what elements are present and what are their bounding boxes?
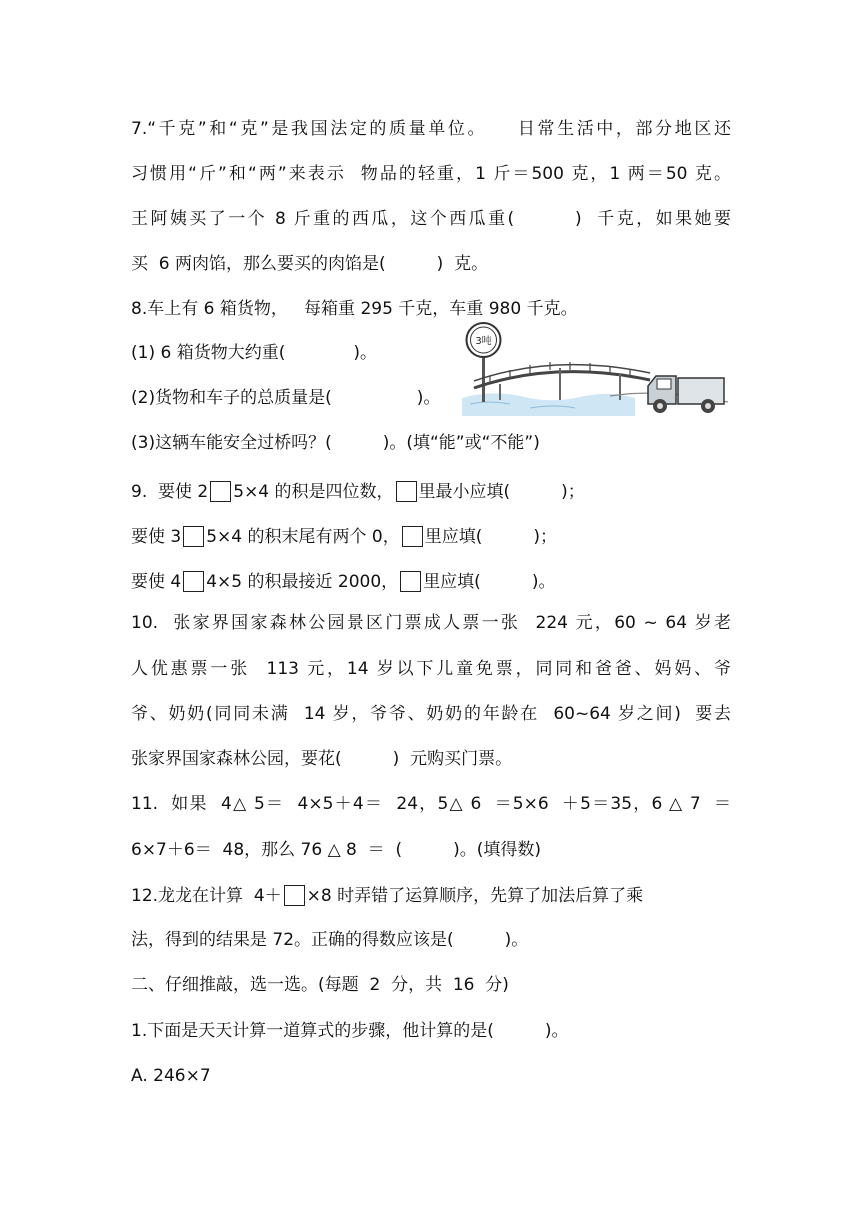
q9-row-1-text-c: 里最小应填( )； <box>418 482 585 502</box>
q9-row-3-text-b: 4×5 的积最接近 2000， <box>206 572 399 592</box>
answer-box <box>402 526 423 547</box>
q9-row-3-text-a: 要使 4 <box>131 572 182 592</box>
q9-row-1 <box>131 481 585 503</box>
q7-line-4: 买 6 两肉馅，那么要买的肉馅是( ) 克。 <box>131 254 489 274</box>
answer-box <box>210 481 231 502</box>
answer-box <box>183 571 204 592</box>
q9-row-1-text-b: 5×4 的积是四位数， <box>233 482 394 502</box>
q10-line-3: 爷、奶奶(同同未满 14 岁，爷爷、奶奶的年龄在 60~64 岁之间) 要去 <box>131 704 731 724</box>
q10-line-2: 人优惠票一张 113 元，14 岁以下儿童免票，同同和爸爸、妈妈、爷 <box>131 659 731 679</box>
q7-line-2: 习惯用“斤”和“两”来表示 物品的轻重，1 斤＝500 克，1 两＝50 克。 <box>131 164 731 184</box>
q9-row-2-text-c: 里应填( )； <box>424 527 557 547</box>
q8-part-3: (3)这辆车能安全过桥吗？( )。(填“能”或“不能”) <box>131 433 540 453</box>
answer-box <box>183 526 204 547</box>
bridge-truck-illustration <box>460 318 728 422</box>
q12-line-1-text-a: 12.龙龙在计算 4＋ <box>131 886 282 906</box>
q7-line-1: 7.“千克”和“克”是我国法定的质量单位。 日常生活中，部分地区还 <box>131 119 731 139</box>
q9-row-2 <box>131 526 557 548</box>
sign-text: 3吨 <box>475 336 492 347</box>
q9-row-2-text-b: 5×4 的积末尾有两个 0， <box>206 527 400 547</box>
section-2-title: 二、仔细推敲，选一选。(每题 2 分，共 16 分) <box>131 975 509 995</box>
q10-line-1: 10. 张家界国家森林公园景区门票成人票一张 224 元，60 ~ 64 岁老 <box>131 613 731 633</box>
answer-box <box>396 481 417 502</box>
truck-icon <box>648 376 724 413</box>
q9-row-2-text-a: 要使 3 <box>131 527 182 547</box>
q9-row-3 <box>131 571 555 593</box>
answer-box <box>284 885 305 906</box>
q8-stem: 8.车上有 6 箱货物， 每箱重 295 千克，车重 980 千克。 <box>131 299 578 319</box>
q12-line-2: 法，得到的结果是 72。正确的得数应该是( )。 <box>131 930 529 950</box>
q11-line-1: 11. 如果 4△ 5＝ 4×5＋4＝ 24，5△ 6 ＝5×6 ＋5＝35，6 △ 7 ＝ <box>131 794 731 814</box>
q9-row-3-text-c: 里应填( )。 <box>423 572 556 592</box>
q12-line-1 <box>131 885 643 907</box>
q12-line-1-text-b: ×8 时弄错了运算顺序，先算了加法后算了乘 <box>306 886 644 906</box>
q7-line-3: 王阿姨买了一个 8 斤重的西瓜，这个西瓜重( ) 千克，如果她要 <box>131 209 731 229</box>
answer-box <box>400 571 421 592</box>
q8-part-1: (1) 6 箱货物大约重( )。 <box>131 343 377 363</box>
s2-q1-stem: 1.下面是天天计算一道算式的步骤，他计算的是( )。 <box>131 1021 569 1041</box>
q9-row-1-text-a: 9. 要使 2 <box>131 482 209 502</box>
q10-line-4: 张家界国家森林公园，要花( ) 元购买门票。 <box>131 749 513 769</box>
q8-part-2: (2)货物和车子的总质量是( )。 <box>131 388 441 408</box>
water <box>462 393 635 416</box>
s2-q1-option-a: A. 246×7 <box>131 1066 211 1086</box>
q11-line-2: 6×7＋6＝ 48，那么 76 △ 8 ＝ ( )。(填得数) <box>131 840 542 860</box>
